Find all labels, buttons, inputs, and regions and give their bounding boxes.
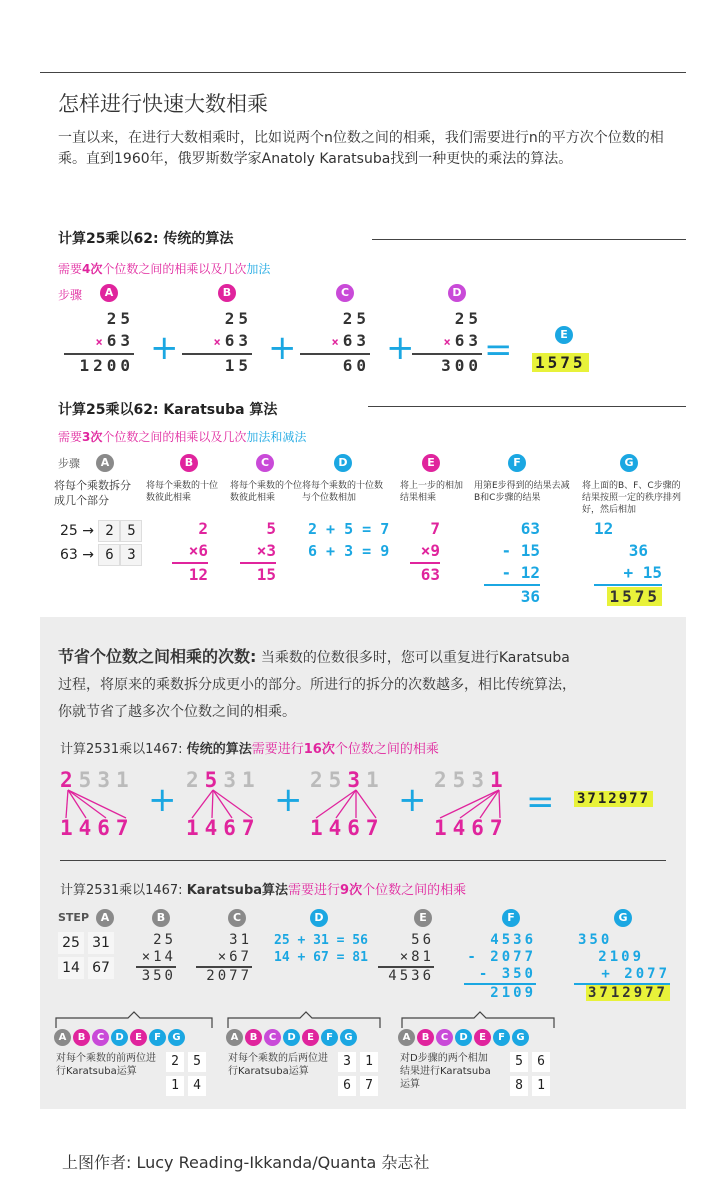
calc-line: - 350 [478, 966, 536, 982]
calc-line [300, 330, 370, 353]
step-calc [412, 308, 482, 377]
bottom-number: 1467 [310, 816, 385, 840]
mini-circle-b: B [73, 1029, 90, 1046]
step-circle-a: A [96, 909, 114, 927]
calc-line: 350 [578, 932, 613, 948]
step-calc [182, 308, 252, 377]
sub-d: 以及几次 [198, 262, 247, 276]
step-circle-c: C [256, 454, 274, 472]
step-circle-d: D [334, 454, 352, 472]
multiplier: 63 [106, 331, 134, 350]
calc-result: 15 [182, 353, 252, 377]
step-circle-b: B [180, 454, 198, 472]
calc-line: 6 + 3 = 9 [308, 542, 390, 560]
step-description: 将每个乘数拆分成几个部分 [54, 479, 131, 507]
sec1-subtitle [58, 260, 270, 277]
mini-circle-d: D [111, 1029, 128, 1046]
step-circle-g: G [614, 909, 632, 927]
calc-result: 15 [240, 562, 276, 586]
digit: 1 [365, 768, 385, 792]
trad-b: 传统的算法 [186, 742, 252, 757]
calc-line: ×6 [188, 541, 208, 560]
top-number [60, 768, 135, 792]
top-number [434, 768, 509, 792]
sec3-intro [58, 643, 678, 726]
mini-circle-g: G [340, 1029, 357, 1046]
bottom-number: 1467 [60, 816, 135, 840]
calc-line: 12 [594, 519, 614, 538]
calc-line: 25 [106, 309, 134, 328]
mini-circle-f: F [321, 1029, 338, 1046]
digit-cell: 3 [120, 544, 142, 566]
mini-circle-a: A [226, 1029, 243, 1046]
digit: 3 [97, 768, 116, 792]
calc-result: 63 [410, 562, 440, 586]
s2-g-calc [594, 518, 662, 608]
kara-e-calc [378, 932, 434, 985]
top-number [186, 768, 261, 792]
mini-circle-b: B [245, 1029, 262, 1046]
step-description: 用第E步得到的结果去减B和C步骤的结果 [474, 481, 570, 503]
mini-circle-b: B [417, 1029, 434, 1046]
sub-b: 4次 [82, 262, 103, 276]
step-description: 将上面的B、F、C步骤的结果按照一定的秩序排列好，然后相加 [582, 481, 682, 515]
sub-digit-cell: 5 [510, 1052, 528, 1072]
kara-d-calc [274, 932, 368, 966]
sub-digit-cell: 6 [532, 1052, 550, 1072]
kara-a-cell: 31 [88, 932, 114, 954]
times-sign: × [331, 335, 343, 349]
step-circle-b: B [152, 909, 170, 927]
calc-line: ×81 [399, 949, 434, 965]
mini-circle-a: A [54, 1029, 71, 1046]
digit: 3 [223, 768, 242, 792]
s2-steps-label: 步骤 [58, 457, 80, 470]
digit: 3 [347, 768, 366, 792]
calc-line: ×9 [420, 541, 440, 560]
calc-result: 350 [136, 966, 176, 985]
step-circle-e: E [555, 326, 573, 344]
step-circle-c: C [228, 909, 246, 927]
digit-cell: 5 [120, 520, 142, 542]
step-circle-d: D [448, 284, 466, 302]
calc-line [64, 330, 134, 353]
kara-a-cell: 14 [58, 957, 84, 979]
sec2-heading: 计算25乘以62: Karatsuba 算法 [58, 402, 278, 418]
kara-b: Karatsuba算法 [186, 883, 289, 898]
calc-line: 63 [520, 519, 540, 538]
kara-f-calc [464, 932, 536, 1002]
multiplier: 63 [454, 331, 482, 350]
calc-result [594, 584, 662, 608]
plus-sign: + [386, 328, 415, 368]
plus-sign: + [148, 780, 177, 820]
mini-circle-e: E [130, 1029, 147, 1046]
sec3-text2: 过程，将原来的乘数拆分成更小的部分。所进行的拆分的次数越多，相比传统算法， [58, 677, 576, 693]
sub-digit-cell: 6 [338, 1076, 356, 1096]
s2-sub-c: 个位数之间的相乘 [102, 430, 199, 444]
calc-line: 31 [229, 932, 252, 948]
kg-result: 3712977 [587, 985, 668, 1001]
plus-sign: + [150, 328, 179, 368]
times-sign: × [95, 335, 107, 349]
digit-cell: 6 [98, 544, 120, 566]
step-circle-e: E [422, 454, 440, 472]
step-circle-c: C [336, 284, 354, 302]
trad-c: 需要进行 [251, 742, 304, 757]
mini-circle-g: G [168, 1029, 185, 1046]
mini-circle-c: C [264, 1029, 281, 1046]
calc-line: 5 [266, 519, 276, 538]
mini-circle-a: A [398, 1029, 415, 1046]
sub-step-text: 对每个乘数的后两位进行Karatsuba运算 [228, 1053, 328, 1077]
digit: 5 [452, 768, 472, 792]
s2-a2-label: 63 → [60, 547, 94, 563]
mini-circle-d: D [283, 1029, 300, 1046]
calc-line: + 15 [623, 563, 662, 582]
sub-digit-cell: 5 [188, 1052, 206, 1072]
step-circle-f: F [508, 454, 526, 472]
multiplier: 63 [342, 331, 370, 350]
calc-line: 56 [411, 932, 434, 948]
calc-result: 12 [172, 562, 208, 586]
sub-digit-cell: 8 [510, 1076, 528, 1096]
step-description: 将每个乘数的十位数彼此相乘 [146, 481, 219, 503]
calc-line: + 2077 [601, 966, 670, 982]
step-description: 将上一步的相加结果相乘 [400, 481, 464, 503]
calc-result: 300 [412, 353, 482, 377]
s2-sub-d: 以及几次 [198, 430, 247, 444]
kara-a-cell: 67 [88, 957, 114, 979]
trad-d: 16次 [303, 742, 335, 757]
calc-line: 14 + 67 = 81 [274, 950, 368, 965]
s2-f-calc [484, 518, 540, 608]
digit: 1 [241, 768, 261, 792]
s2-b-calc [172, 518, 208, 586]
calc-result [574, 983, 670, 1002]
steps-label: 步骤 [58, 288, 83, 302]
calc-line [182, 330, 252, 353]
calc-line: ×14 [141, 949, 176, 965]
digit-cell: 2 [98, 520, 120, 542]
digit: 3 [471, 768, 490, 792]
kara-e: 个位数之间的相乘 [362, 883, 467, 898]
top-rule [40, 72, 686, 73]
s2-a-row1 [60, 520, 142, 542]
equals-sign: = [526, 782, 555, 822]
step-circle-e: E [414, 909, 432, 927]
step-description: 将每个乘数的十位数与个位数相加 [302, 481, 384, 503]
step-circle-g: G [620, 454, 638, 472]
calc-result: 2077 [196, 966, 252, 985]
top-number [310, 768, 385, 792]
calc-line: 2109 [598, 949, 644, 965]
kara-g-calc [574, 932, 670, 1002]
kara-c: 需要进行 [288, 883, 341, 898]
multiplier: 63 [224, 331, 252, 350]
calc-result: 36 [484, 584, 540, 608]
sub-digit-cell: 1 [532, 1076, 550, 1096]
s2-sub-e: 加法和减法 [246, 430, 307, 444]
kara-heading [60, 879, 466, 898]
plus-sign: + [274, 780, 303, 820]
digit: 2 [434, 768, 453, 792]
calc-line: 25 + 31 = 56 [274, 933, 368, 948]
sub-e: 加法 [246, 262, 271, 276]
step-calc [64, 308, 134, 377]
mini-circle-d: D [455, 1029, 472, 1046]
credit: 上图作者: Lucy Reading-Ikkanda/Quanta 杂志社 [62, 1153, 430, 1172]
digit: 1 [115, 768, 135, 792]
kara-d: 9次 [340, 883, 363, 898]
calc-result: 2109 [464, 983, 536, 1002]
kara-a-row [58, 957, 114, 979]
step-circle-d: D [310, 909, 328, 927]
sub-digit-cell: 1 [360, 1052, 378, 1072]
calc-line: 25 [153, 932, 176, 948]
calc-result: 4536 [378, 966, 434, 985]
mini-circle-g: G [512, 1029, 529, 1046]
step-description: 将每个乘数的个位数彼此相乘 [230, 481, 303, 503]
sub-step-text: 对D步骤的两个相加结果进行Karatsuba运算 [400, 1053, 491, 1090]
step-circle-a: A [100, 284, 118, 302]
s2-sub-a: 需要 [58, 430, 83, 444]
mini-circle-f: F [149, 1029, 166, 1046]
kara-a-grid [58, 932, 114, 979]
sub-a: 需要 [58, 262, 83, 276]
times-sign: × [213, 335, 225, 349]
calc-line: ×3 [256, 541, 276, 560]
intro-text: 一直以来，在进行大数相乘时，比如说两个n位数之间的相乘，我们需要进行n的平方次个位数的相乘。直到1960年，俄罗斯数学家Anatoly Karatsuba找到一种更快的乘法的算法。 [58, 130, 664, 167]
calc-line: 36 [628, 541, 648, 560]
sec2-rule [368, 406, 686, 407]
digit: 2 [186, 768, 205, 792]
calc-line: 2 + 5 = 7 [308, 520, 390, 538]
mini-circle-e: E [474, 1029, 491, 1046]
final-result: 1575 [532, 353, 589, 372]
trad-a: 计算2531乘以1467: [60, 742, 183, 757]
calc-line: 7 [430, 519, 440, 538]
calc-line: - 12 [501, 563, 540, 582]
digit: 5 [204, 768, 224, 792]
sub-digit-cell: 2 [166, 1052, 184, 1072]
sub-step-text: 对每个乘数的前两位进行Karatsuba运算 [56, 1053, 156, 1077]
digit: 2 [310, 768, 329, 792]
digit: 1 [489, 768, 509, 792]
page-title: 怎样进行快速大数相乘 [58, 92, 268, 116]
bottom-number: 1467 [434, 816, 509, 840]
kara-a: 计算2531乘以1467: [60, 883, 183, 898]
kara-a-row [58, 932, 114, 954]
equals-sign: = [484, 330, 513, 370]
g-result: 1575 [609, 587, 660, 606]
kara-b-calc [136, 932, 176, 985]
s2-d-calc [308, 518, 389, 562]
sub-digit-cell: 7 [360, 1076, 378, 1096]
sec3-text3: 你就节省了越多次个位数之间的相乘。 [58, 704, 296, 720]
digit: 2 [60, 768, 79, 792]
sec3-text1: 当乘数的位数很多时，您可以重复进行Karatsuba [260, 650, 570, 666]
calc-line: 2 [198, 519, 208, 538]
trad-heading [60, 738, 439, 757]
calc-line: ×67 [217, 949, 252, 965]
sec3-divider [60, 860, 666, 861]
sec2-subtitle [58, 428, 306, 445]
digit: 5 [328, 768, 348, 792]
step-circle-f: F [502, 909, 520, 927]
s2-a-row2 [60, 544, 142, 566]
mini-circle-e: E [302, 1029, 319, 1046]
kara-step-label: STEP [58, 911, 90, 924]
plus-sign: + [398, 780, 427, 820]
sub-digit-cell: 3 [338, 1052, 356, 1072]
s2-e-calc [410, 518, 440, 586]
bracket-lines [50, 1010, 570, 1030]
digit: 5 [78, 768, 98, 792]
plus-sign: + [268, 328, 297, 368]
s2-sub-b: 3次 [82, 430, 103, 444]
mini-circle-f: F [493, 1029, 510, 1046]
kara-a-cell: 25 [58, 932, 84, 954]
calc-line: 25 [224, 309, 252, 328]
calc-line: 4536 [490, 932, 536, 948]
s2-a1-label: 25 → [60, 523, 94, 539]
calc-line: 25 [454, 309, 482, 328]
calc-line [412, 330, 482, 353]
calc-line: - 15 [501, 541, 540, 560]
kara-c-calc [196, 932, 252, 985]
times-sign: × [443, 335, 455, 349]
sub-digit-cell: 4 [188, 1076, 206, 1096]
step-circle-a: A [96, 454, 114, 472]
calc-result: 1200 [64, 353, 134, 377]
sub-c: 个位数之间的相乘 [102, 262, 199, 276]
bottom-number: 1467 [186, 816, 261, 840]
trad-e: 个位数之间的相乘 [334, 742, 439, 757]
calc-line: - 2077 [467, 949, 536, 965]
mini-circle-c: C [92, 1029, 109, 1046]
sec3-heading: 节省个位数之间相乘的次数: [58, 647, 257, 666]
step-circle-b: B [218, 284, 236, 302]
step-calc [300, 308, 370, 377]
mini-circle-c: C [436, 1029, 453, 1046]
s2-c-calc [240, 518, 276, 586]
calc-line: 25 [342, 309, 370, 328]
sub-digit-cell: 1 [166, 1076, 184, 1096]
sec1-rule [372, 239, 686, 240]
trad-result: 3712977 [574, 791, 653, 807]
sec1-heading: 计算25乘以62: 传统的算法 [58, 231, 234, 247]
calc-result: 60 [300, 353, 370, 377]
